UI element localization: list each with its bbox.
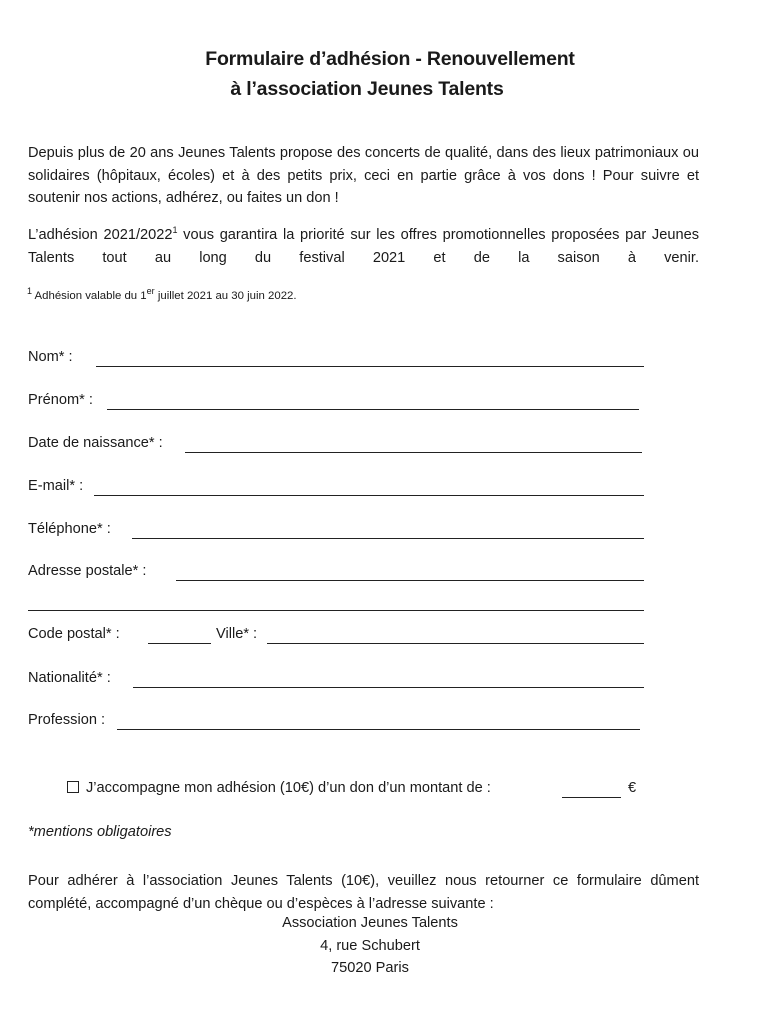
donation-row — [67, 780, 491, 796]
footnote-text-end: juillet 2021 au 30 juin 2022. — [154, 290, 297, 302]
prenom-input-line[interactable] — [107, 409, 639, 410]
footnote-marker: 1 — [27, 286, 33, 297]
date-naissance-label: Date de naissance* : — [28, 435, 163, 451]
profession-label: Profession : — [28, 712, 106, 728]
form-title-line2: à l’association Jeunes Talents — [230, 78, 504, 100]
form-title-line1: Formulaire d’adhésion - Renouvellement — [205, 48, 575, 70]
profession-input-line[interactable] — [117, 729, 640, 730]
footnote-ordinal: er — [146, 286, 155, 297]
email-input-line[interactable] — [94, 495, 644, 496]
address-line-1: Association Jeunes Talents — [282, 915, 458, 931]
prenom-label: Prénom* : — [28, 392, 93, 408]
nom-input-line[interactable] — [96, 366, 644, 367]
adresse-input-line-2[interactable] — [28, 610, 644, 611]
mandatory-note: *mentions obligatoires — [28, 824, 172, 840]
nationalite-input-line[interactable] — [133, 687, 644, 688]
footnote-ref: 1 — [172, 225, 178, 236]
donation-label: J’accompagne mon adhésion (10€) d’un don d’un montant de : — [86, 780, 491, 796]
address-line-3: 75020 Paris — [331, 960, 409, 976]
footnote-text-start: Adhésion valable du 1 — [32, 290, 147, 302]
nationalite-label: Nationalité* : — [28, 670, 111, 686]
telephone-input-line[interactable] — [132, 538, 644, 539]
benefits-text-start: L’adhésion 2021/2022 — [28, 227, 173, 243]
benefits-text-end: vous garantira la priorité sur les offres promotionnelles proposées par Jeunes Talents tout au long du festival 2021 et de la saison à venir. — [28, 227, 699, 266]
adresse-input-line-1[interactable] — [176, 580, 644, 581]
closing-paragraph: Pour adhérer à l’association Jeunes Talents (10€), veuillez nous retourner ce formulaire dûment complété, accompagné d’un chèque ou d’espèces à l’adresse suivante : — [28, 873, 699, 912]
nom-label: Nom* : — [28, 349, 73, 365]
email-label: E-mail* : — [28, 478, 84, 494]
ville-label: Ville* : — [216, 626, 258, 642]
telephone-label: Téléphone* : — [28, 521, 111, 537]
ville-input-line[interactable] — [267, 643, 644, 644]
donation-checkbox[interactable] — [67, 781, 79, 793]
donation-currency: € — [628, 780, 637, 796]
code-postal-input-line[interactable] — [148, 643, 211, 644]
date-naissance-input-line[interactable] — [185, 452, 642, 453]
adresse-label: Adresse postale* : — [28, 563, 147, 579]
footnote — [27, 286, 297, 302]
donation-amount-line[interactable] — [562, 797, 621, 798]
membership-benefits-paragraph — [28, 224, 699, 269]
address-line-2: 4, rue Schubert — [320, 938, 420, 954]
code-postal-label: Code postal* : — [28, 626, 120, 642]
intro-paragraph: Depuis plus de 20 ans Jeunes Talents propose des concerts de qualité, dans des lieux patrimoniaux ou solidaires (hôpitaux, écoles) et à des petits prix, ceci en partie grâce à vos dons ! Pour suivre et soutenir nos actions, adhérez, ou faites un don ! — [28, 145, 699, 206]
